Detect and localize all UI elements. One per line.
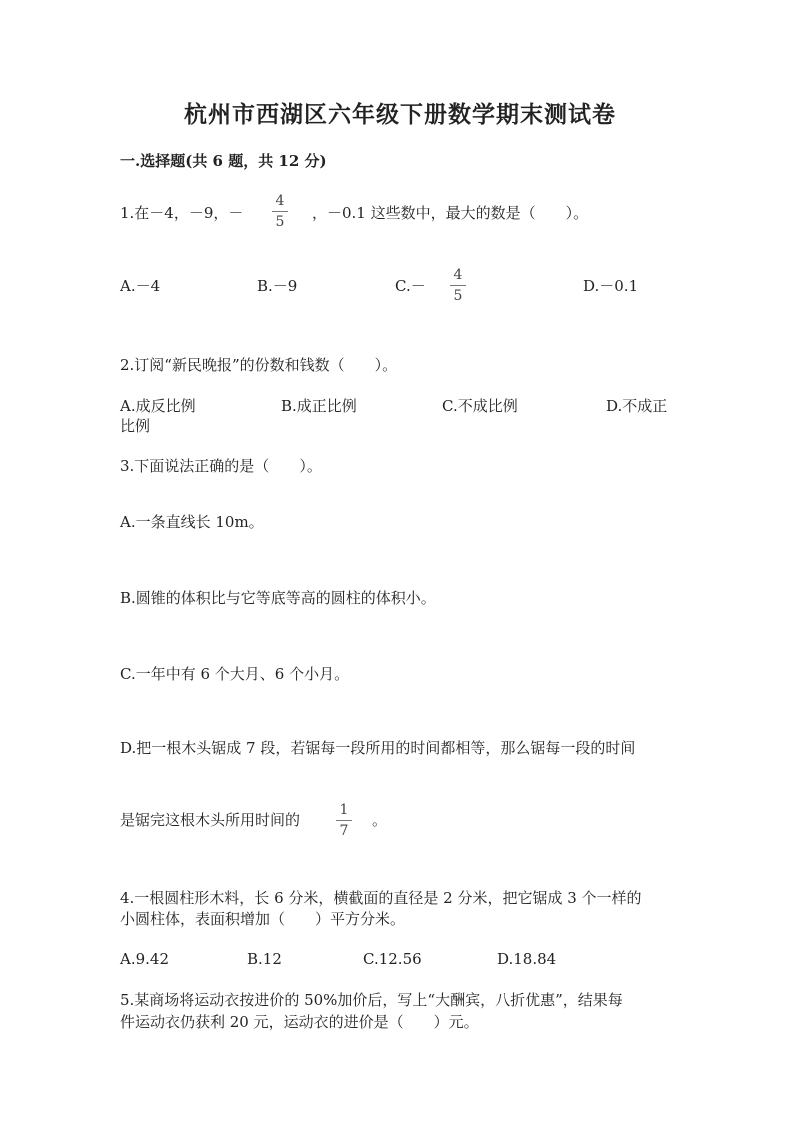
q2-option-a[interactable]: A.成反比例 — [120, 397, 196, 415]
q1-stem-before: 1.在－4，－9，－ — [120, 204, 244, 222]
q1-option-c-denominator: 5 — [453, 288, 463, 304]
fraction-bar — [272, 211, 288, 212]
q2-option-d-continued: 比例 — [120, 417, 151, 435]
q3-stem: 3.下面说法正确的是（ ）。 — [120, 457, 322, 475]
q1-fraction-numerator: 4 — [275, 193, 285, 209]
q1-fraction-denominator: 5 — [275, 214, 285, 230]
q1-option-c[interactable]: C.－ — [395, 277, 426, 295]
q4-option-b[interactable]: B.12 — [247, 950, 282, 968]
q4-option-d[interactable]: D.18.84 — [497, 950, 557, 968]
q3-option-b[interactable]: B.圆锥的体积比与它等底等高的圆柱的体积小。 — [120, 589, 436, 607]
q1-option-d[interactable]: D.－0.1 — [583, 277, 639, 295]
q2-option-c[interactable]: C.不成比例 — [442, 397, 518, 415]
q1-option-a[interactable]: A.－4 — [120, 277, 161, 295]
q3-option-d[interactable]: D.把一根木头锯成 7 段，若锯每一段所用的时间都相等，那么锯每一段的时间 — [120, 739, 636, 757]
q4-stem-continued: 小圆柱体，表面积增加（ ）平方分米。 — [120, 910, 406, 928]
q2-option-b[interactable]: B.成正比例 — [281, 397, 357, 415]
q3-option-d-end: 。 — [372, 811, 388, 829]
q3-option-c[interactable]: C.一年中有 6 个大月、6 个小月。 — [120, 665, 350, 683]
q5-stem-continued: 件运动衣仍获利 20 元，运动衣的进价是（ ）元。 — [120, 1013, 479, 1031]
q4-stem: 4.一根圆柱形木料，长 6 分米，横截面的直径是 2 分米，把它锯成 3 个一样的 — [120, 889, 642, 907]
q3-option-d-fraction — [336, 803, 352, 838]
fraction-bar — [450, 285, 466, 286]
q3-option-a[interactable]: A.一条直线长 10m。 — [120, 513, 264, 531]
q5-stem: 5.某商场将运动衣按进价的 50%加价后，写上“大酬宾，八折优惠”，结果每 — [120, 991, 623, 1009]
q1-option-c-fraction — [450, 268, 466, 303]
q4-option-a[interactable]: A.9.42 — [120, 950, 169, 968]
q3-option-d-numerator: 1 — [339, 802, 349, 818]
q3-option-d-continued: 是锯完这根木头所用时间的 — [120, 811, 301, 829]
q4-option-c[interactable]: C.12.56 — [363, 950, 422, 968]
section-heading: 一.选择题(共 6 题，共 12 分) — [120, 152, 327, 170]
q1-option-b[interactable]: B.－9 — [257, 277, 298, 295]
q1-stem-after: ，－0.1 这些数中，最大的数是（ ）。 — [312, 204, 589, 222]
q1-option-c-numerator: 4 — [453, 267, 463, 283]
page-title: 杭州市西湖区六年级下册数学期末测试卷 — [184, 101, 616, 128]
q2-option-d[interactable]: D.不成正 — [606, 397, 668, 415]
fraction-bar — [336, 820, 352, 821]
q2-stem: 2.订阅“新民晚报”的份数和钱数（ ）。 — [120, 356, 398, 374]
q1-fraction — [272, 194, 288, 229]
q3-option-d-denominator: 7 — [339, 823, 349, 839]
